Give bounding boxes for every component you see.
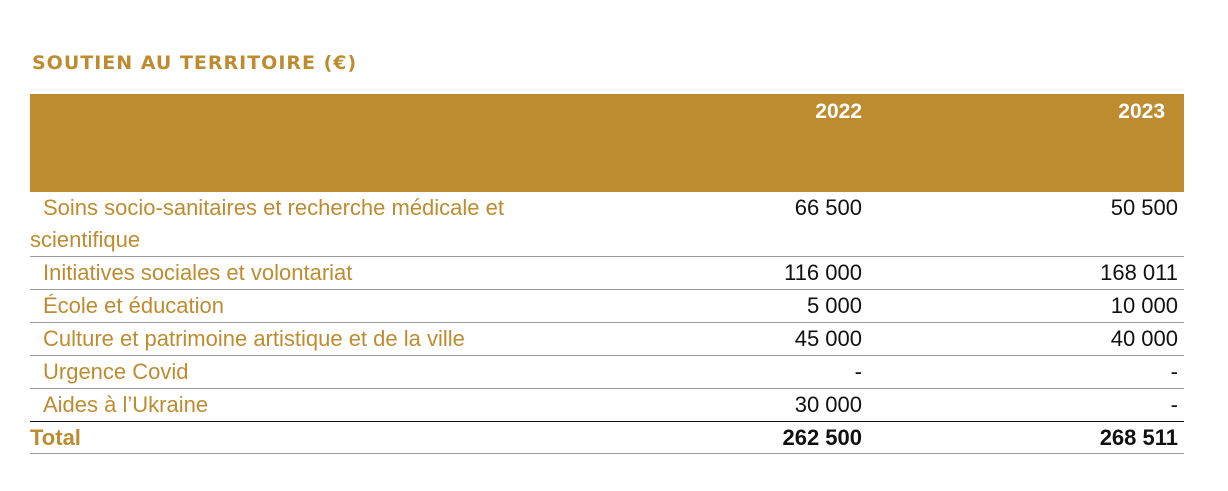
- row-label: [30, 192, 590, 256]
- total-label: Total: [30, 425, 81, 450]
- table-row: [30, 323, 1184, 356]
- row-value-2023: 168 011: [1100, 260, 1178, 285]
- row-value-2023: -: [1170, 392, 1178, 417]
- table-row: [30, 257, 1184, 290]
- row-value-2022: 45 000: [794, 326, 862, 351]
- row-value-2023: -: [1170, 359, 1178, 384]
- row-value-2022: -: [854, 359, 862, 384]
- row-label: Urgence Covid: [43, 359, 189, 384]
- support-table: [30, 94, 1184, 454]
- table-row: [30, 192, 1184, 257]
- row-value-2023: 10 000: [1110, 293, 1178, 318]
- row-label: Initiatives sociales et volontariat: [43, 260, 353, 285]
- row-label-line1: Soins socio-sanitaires et recherche médicale et: [43, 195, 505, 220]
- row-label-line2: scientifique: [30, 227, 141, 252]
- row-value-2023: 50 500: [1110, 195, 1178, 220]
- total-value-2022: 262 500: [782, 425, 862, 450]
- table-title: SOUTIEN AU TERRITOIRE (€): [32, 52, 358, 74]
- row-value-2022: 30 000: [794, 392, 862, 417]
- row-label: Aides à l’Ukraine: [43, 392, 209, 417]
- row-value-2022: 66 500: [794, 195, 862, 220]
- row-label: Culture et patrimoine artistique et de la ville: [43, 326, 465, 351]
- row-label: École et éducation: [43, 293, 225, 318]
- row-value-2022: 116 000: [784, 260, 862, 285]
- total-value-2023: 268 511: [1099, 425, 1178, 450]
- table-header: [30, 94, 1184, 192]
- header-year-2023: 2023: [1118, 100, 1165, 123]
- row-value-2022: 5 000: [806, 293, 862, 318]
- table-row: [30, 356, 1184, 389]
- header-year-2022: 2022: [815, 100, 862, 123]
- row-value-2023: 40 000: [1110, 326, 1178, 351]
- table-row: [30, 389, 1184, 422]
- total-row: [30, 421, 1184, 454]
- table-row: [30, 290, 1184, 323]
